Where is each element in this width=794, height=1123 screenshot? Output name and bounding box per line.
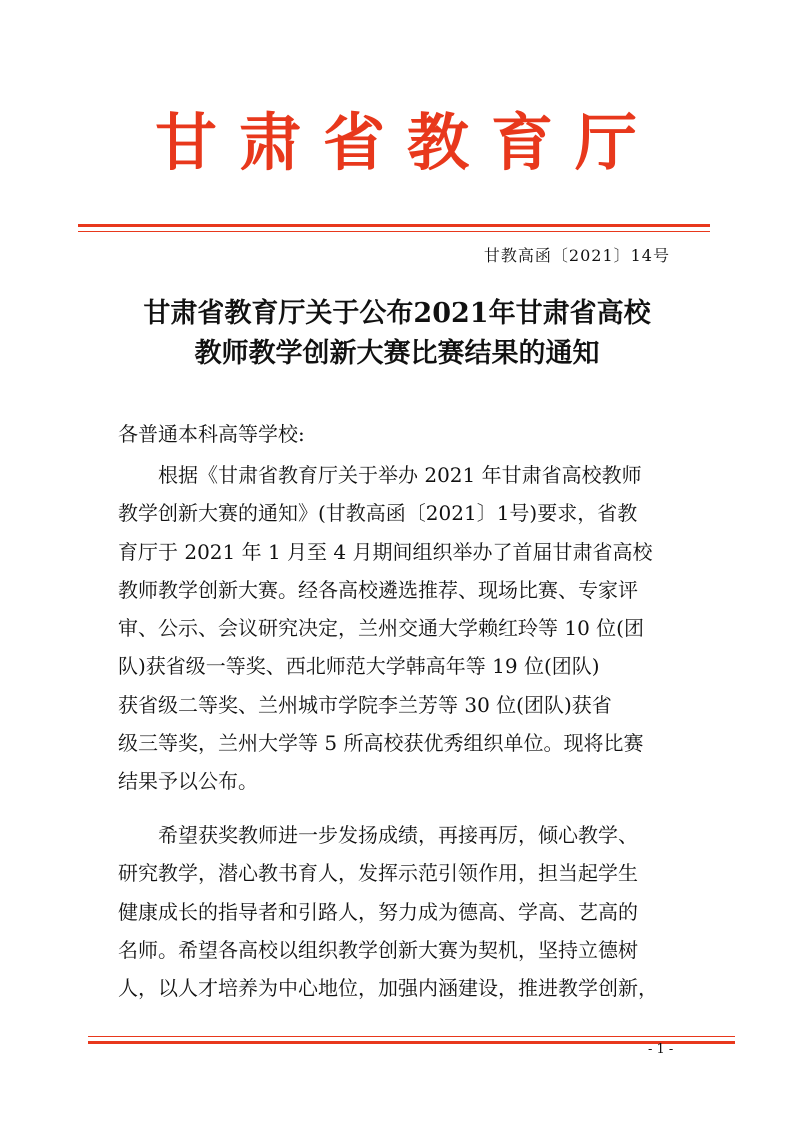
paragraph-1-line: 教学创新大赛的通知》(甘教高函〔2021〕1号)要求，省教 (118, 501, 638, 526)
paragraph-1-line: 育厅于 2021 年 1 月至 4 月期间组织举办了首届甘肃省高校 (118, 539, 653, 564)
salutation: 各普通本科高等学校: (118, 422, 305, 446)
title-line-1: 甘肃省教育厅关于公布2021年甘肃省高校 (143, 298, 651, 329)
paragraph-1-line: 获省级二等奖、兰州城市学院李兰芳等 30 位(团队)获省 (118, 692, 612, 717)
paragraph-1-line: 结果予以公布。 (118, 769, 258, 794)
paragraph-1-line: 队)获省级一等奖、西北师范大学韩高年等 19 位(团队) (118, 654, 600, 679)
paragraph-2-line: 名师。希望各高校以组织教学创新大赛为契机，坚持立德树 (118, 937, 638, 962)
header-rule-thick (78, 224, 710, 227)
paragraph-1-line: 级三等奖，兰州大学等 5 所高校获优秀组织单位。现将比赛 (118, 731, 644, 756)
header-rule-thin (78, 231, 710, 232)
paragraph-1 (118, 456, 678, 801)
paragraph-1-line: 根据《甘肃省教育厅关于举办 2021 年甘肃省高校教师 (158, 463, 642, 487)
paragraph-2-line: 研究教学，潜心教书育人，发挥示范引领作用，担当起学生 (118, 861, 638, 886)
document-number: 甘教高函〔2021〕14号 (483, 246, 670, 265)
paragraph-1-line: 教师教学创新大赛。经各高校遴选推荐、现场比赛、专家评 (118, 577, 638, 602)
paragraph-2-line: 人，以人才培养为中心地位，加强内涵建设，推进教学创新， (118, 976, 658, 1001)
paragraph-2-line: 健康成长的指导者和引路人，努力成为德高、学高、艺高的 (118, 899, 638, 924)
footer-rule-thin (88, 1036, 735, 1037)
page-number: - 1 - (648, 1042, 674, 1057)
document-title (0, 294, 794, 374)
footer-rule-thick (88, 1041, 735, 1044)
paragraph-2 (118, 816, 678, 1007)
paragraph-2-line: 希望获奖教师进一步发扬成绩，再接再厉，倾心教学、 (158, 823, 638, 847)
paragraph-1-line: 审、公示、会议研究决定，兰州交通大学赖红玲等 10 位(团 (118, 616, 644, 641)
masthead-title: 甘肃省教育厅 (154, 106, 659, 179)
title-line-2: 教师教学创新大赛比赛结果的通知 (194, 338, 600, 369)
